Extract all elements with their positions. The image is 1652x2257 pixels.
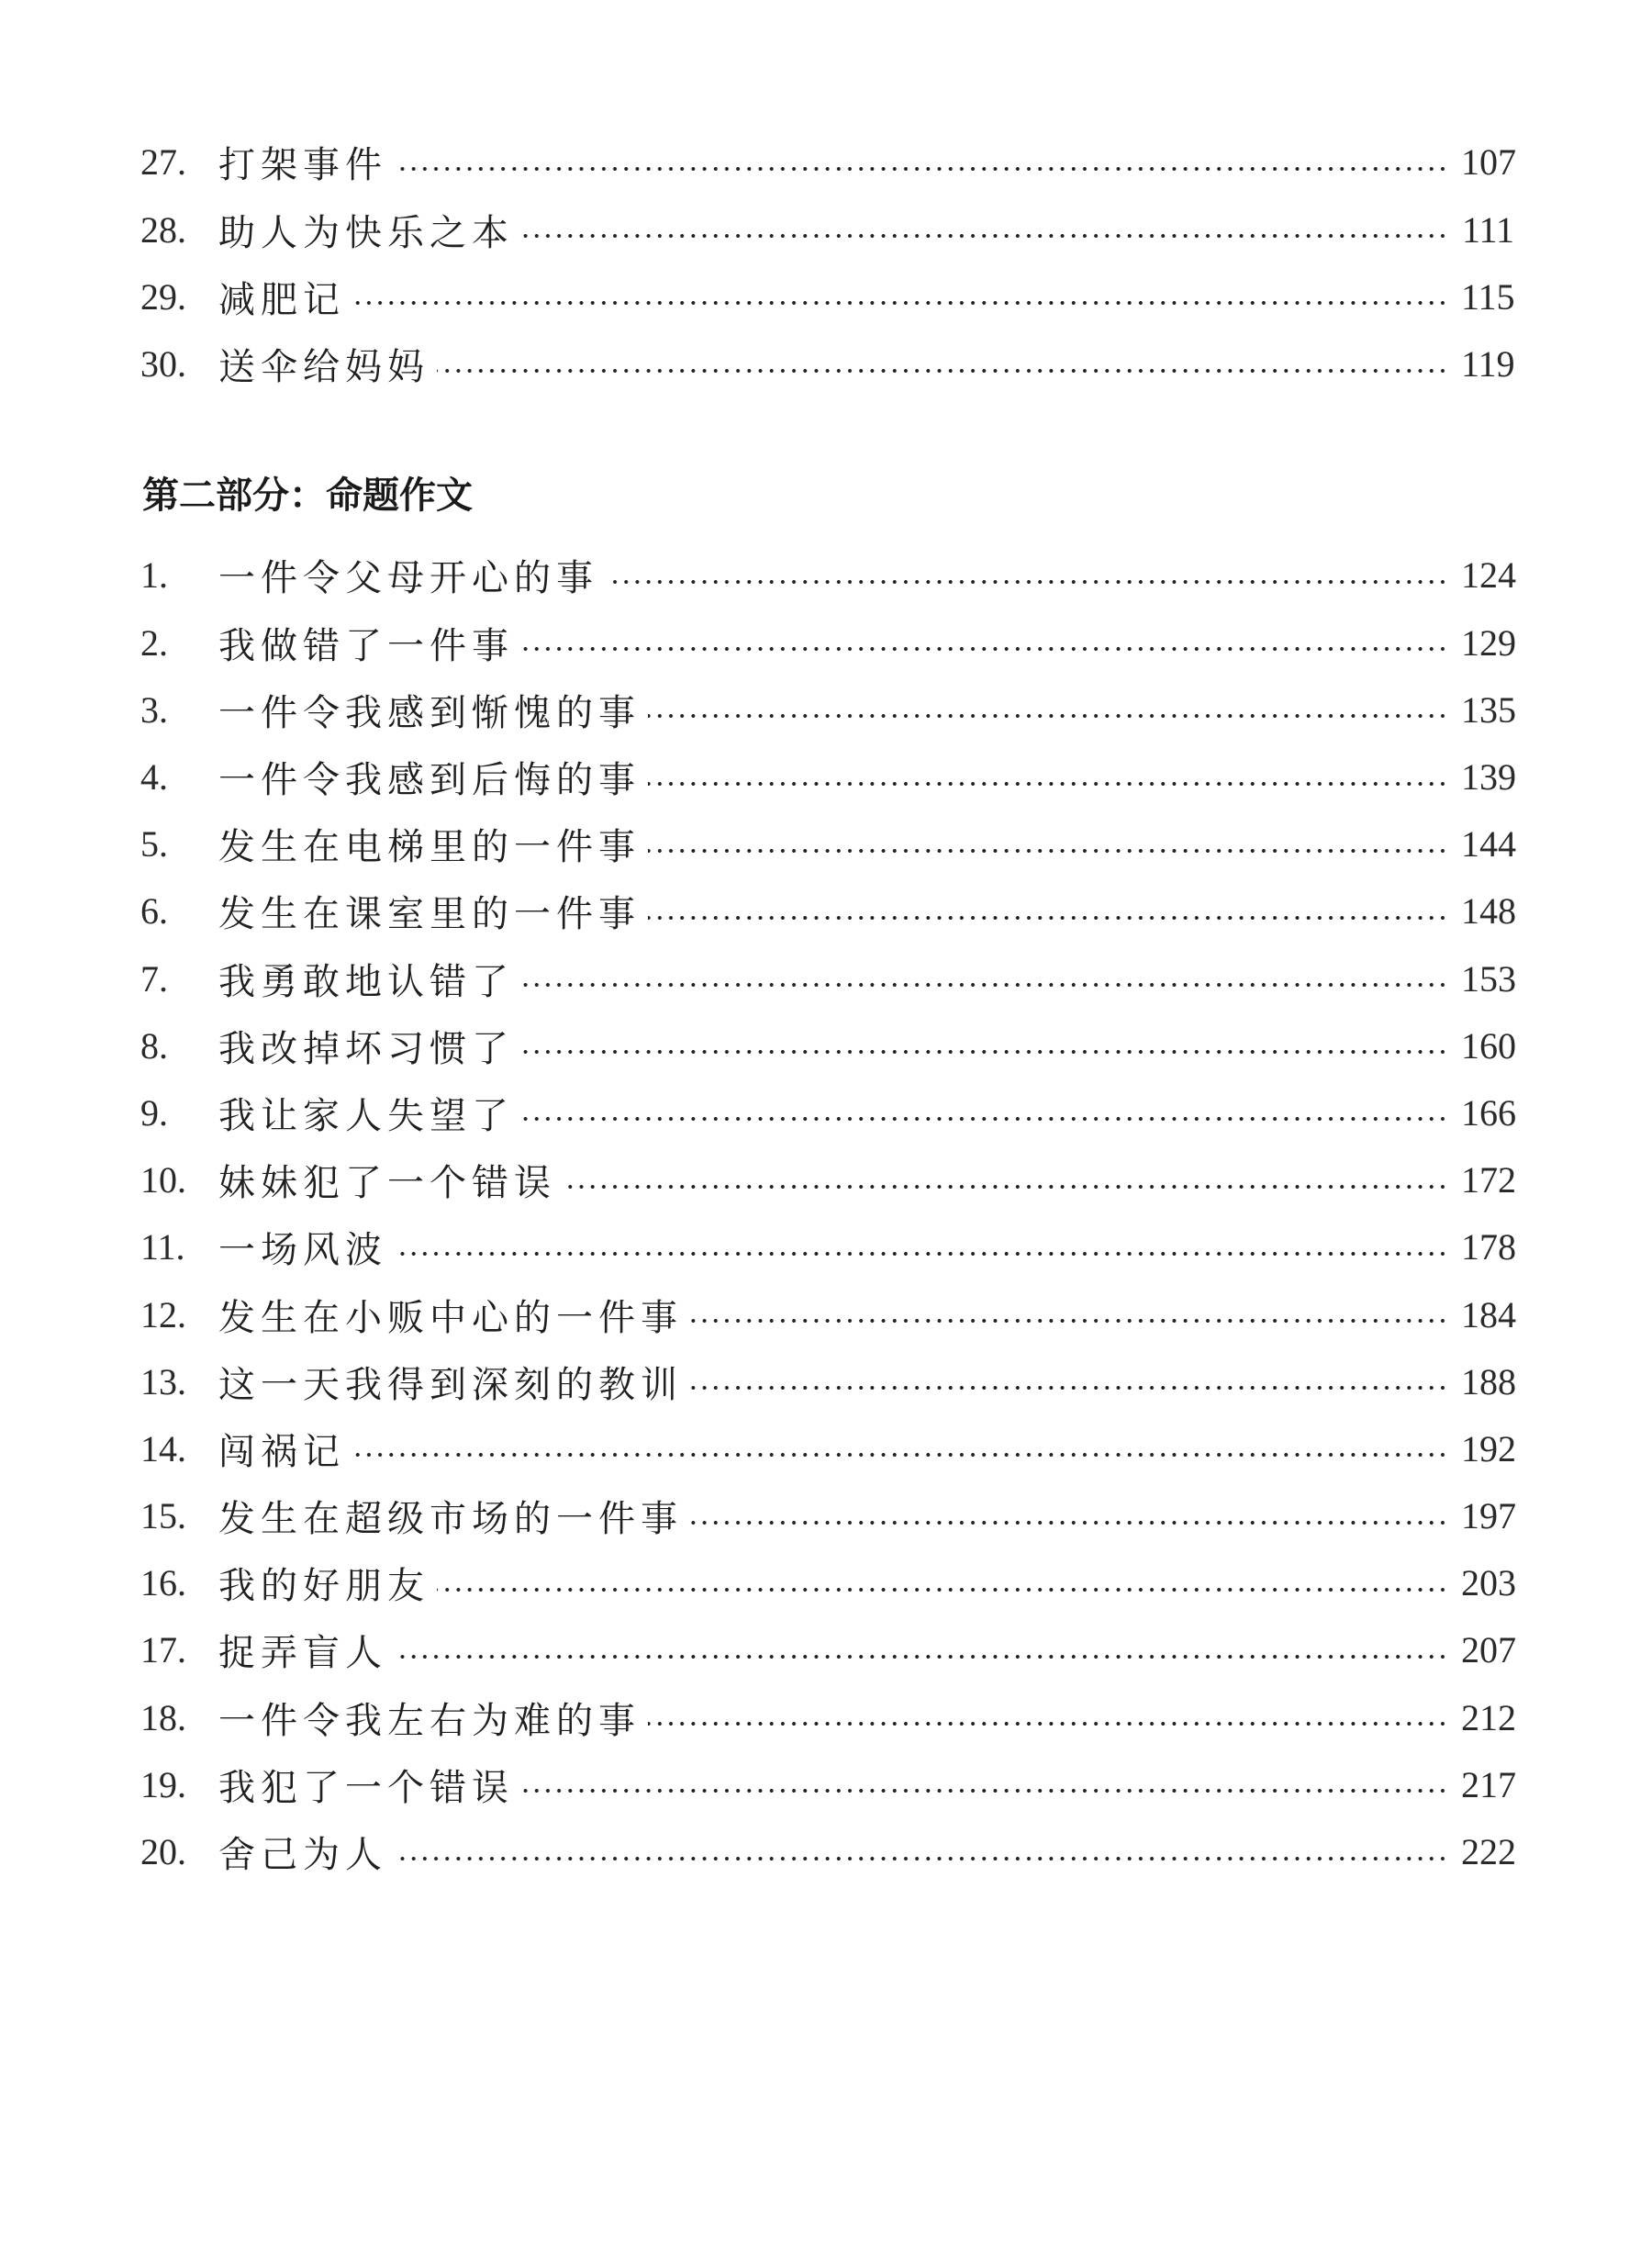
toc-entry[interactable] — [140, 542, 1514, 609]
entry-page-number: 217 — [1461, 1763, 1516, 1805]
entry-page-number: 111 — [1461, 208, 1514, 251]
entry-title: 闯祸记 — [218, 1430, 345, 1473]
entry-number: 15. — [140, 1495, 186, 1537]
entry-number: 16. — [140, 1562, 186, 1604]
dot-leader — [395, 1856, 1448, 1861]
entry-title: 助人为快乐之本 — [218, 211, 514, 254]
toc-entry[interactable] — [140, 945, 1514, 1012]
entry-title: 这一天我得到深刻的教训 — [218, 1363, 683, 1406]
entry-title: 一件令我感到惭愧的事 — [218, 691, 641, 734]
entry-number: 10. — [140, 1159, 186, 1201]
toc-entry[interactable] — [140, 1616, 1514, 1683]
entry-title: 打架事件 — [218, 144, 387, 187]
entry-page-number: 139 — [1461, 756, 1516, 799]
entry-title: 发生在小贩中心的一件事 — [218, 1296, 683, 1339]
toc-part2-list — [140, 542, 1514, 1885]
toc-entry[interactable] — [140, 1549, 1514, 1616]
dot-leader — [690, 1520, 1448, 1525]
entry-page-number: 129 — [1461, 621, 1516, 664]
entry-title: 一件令我左右为难的事 — [218, 1699, 641, 1742]
entry-number: 28. — [140, 208, 186, 251]
entry-number: 12. — [140, 1293, 186, 1335]
entry-title: 我让家人失望了 — [218, 1094, 514, 1137]
entry-page-number: 203 — [1461, 1562, 1516, 1604]
entry-title: 我改掉坏习惯了 — [218, 1027, 514, 1070]
entry-title: 送伞给妈妈 — [218, 346, 430, 389]
entry-number: 17. — [140, 1629, 186, 1671]
entry-page-number: 178 — [1461, 1226, 1516, 1268]
entry-number: 13. — [140, 1360, 186, 1402]
toc-entry[interactable] — [140, 1213, 1514, 1280]
toc-part1-list — [140, 128, 1514, 397]
dot-leader — [521, 1116, 1448, 1122]
toc-entry[interactable] — [140, 743, 1514, 810]
entry-title: 我的好朋友 — [218, 1565, 430, 1608]
toc-entry[interactable] — [140, 1751, 1514, 1818]
entry-page-number: 107 — [1461, 141, 1516, 184]
dot-leader — [521, 1788, 1448, 1793]
dot-leader — [437, 1587, 1448, 1592]
toc-entry[interactable] — [140, 1818, 1514, 1885]
dot-leader — [564, 1184, 1448, 1190]
toc-entry[interactable] — [140, 263, 1514, 330]
entry-title: 发生在课室里的一件事 — [218, 893, 641, 936]
entry-number: 6. — [140, 890, 168, 933]
dot-leader — [521, 982, 1448, 988]
entry-number: 27. — [140, 141, 186, 184]
entry-number: 2. — [140, 621, 168, 664]
entry-number: 7. — [140, 957, 168, 1000]
entry-number: 18. — [140, 1696, 186, 1738]
toc-entry[interactable] — [140, 1415, 1514, 1482]
entry-number: 29. — [140, 275, 186, 318]
entry-page-number: 135 — [1461, 688, 1516, 731]
toc-entry[interactable] — [140, 1079, 1514, 1146]
entry-title: 一件令我感到后悔的事 — [218, 759, 641, 802]
entry-title: 妹妹犯了一个错误 — [218, 1162, 556, 1205]
dot-leader — [648, 713, 1448, 719]
entry-page-number: 207 — [1461, 1629, 1516, 1671]
entry-page-number: 212 — [1461, 1696, 1516, 1738]
entry-number: 5. — [140, 823, 168, 866]
dot-leader — [648, 848, 1448, 854]
entry-title: 舍己为人 — [218, 1834, 387, 1877]
toc-entry[interactable] — [140, 877, 1514, 944]
entry-number: 1. — [140, 554, 168, 597]
entry-page-number: 148 — [1461, 890, 1516, 933]
toc-entry[interactable] — [140, 676, 1514, 743]
entry-number: 14. — [140, 1427, 186, 1469]
entry-title: 我做错了一件事 — [218, 624, 514, 667]
toc-entry[interactable] — [140, 1348, 1514, 1415]
entry-page-number: 197 — [1461, 1495, 1516, 1537]
entry-number: 30. — [140, 343, 186, 385]
entry-page-number: 192 — [1461, 1427, 1516, 1469]
entry-page-number: 119 — [1461, 343, 1515, 385]
toc-entry[interactable] — [140, 1012, 1514, 1079]
dot-leader — [521, 1049, 1448, 1055]
toc-entry[interactable] — [140, 609, 1514, 676]
entry-page-number: 184 — [1461, 1293, 1516, 1335]
entry-page-number: 172 — [1461, 1159, 1516, 1201]
entry-page-number: 153 — [1461, 957, 1516, 1000]
toc-entry[interactable] — [140, 330, 1514, 397]
entry-number: 8. — [140, 1024, 168, 1067]
section-heading: 第二部分：命题作文 — [142, 475, 473, 517]
entry-number: 19. — [140, 1763, 186, 1805]
toc-entry[interactable] — [140, 196, 1514, 263]
dot-leader — [352, 1452, 1448, 1458]
entry-title: 发生在电梯里的一件事 — [218, 826, 641, 869]
toc-entry[interactable] — [140, 1482, 1514, 1549]
dot-leader — [395, 166, 1448, 172]
entry-title: 发生在超级市场的一件事 — [218, 1498, 683, 1541]
dot-leader — [437, 368, 1448, 374]
toc-entry[interactable] — [140, 810, 1514, 877]
entry-page-number: 144 — [1461, 823, 1516, 866]
entry-title: 一场风波 — [218, 1229, 387, 1272]
entry-number: 4. — [140, 756, 168, 799]
toc-entry[interactable] — [140, 1684, 1514, 1751]
entry-title: 我勇敢地认错了 — [218, 960, 514, 1003]
entry-number: 3. — [140, 688, 168, 731]
entry-page-number: 115 — [1461, 275, 1515, 318]
dot-leader — [606, 579, 1448, 585]
entry-title: 我犯了一个错误 — [218, 1766, 514, 1809]
dot-leader — [395, 1654, 1448, 1659]
entry-title: 一件令父母开心的事 — [218, 557, 598, 600]
entry-number: 11. — [140, 1226, 185, 1268]
dot-leader — [690, 1318, 1448, 1324]
entry-page-number: 222 — [1461, 1831, 1516, 1873]
entry-page-number: 188 — [1461, 1360, 1516, 1402]
dot-leader — [521, 233, 1448, 239]
dot-leader — [352, 300, 1448, 306]
dot-leader — [395, 1251, 1448, 1257]
dot-leader — [648, 1721, 1448, 1726]
entry-title: 捉弄盲人 — [218, 1632, 387, 1675]
entry-page-number: 160 — [1461, 1024, 1516, 1067]
dot-leader — [521, 646, 1448, 652]
entry-page-number: 166 — [1461, 1091, 1516, 1134]
dot-leader — [690, 1385, 1448, 1391]
entry-number: 9. — [140, 1091, 168, 1134]
entry-number: 20. — [140, 1831, 186, 1873]
toc-entry[interactable] — [140, 1280, 1514, 1347]
entry-page-number: 124 — [1461, 554, 1516, 597]
entry-title: 减肥记 — [218, 278, 345, 321]
dot-leader — [648, 781, 1448, 787]
dot-leader — [648, 915, 1448, 921]
toc-entry[interactable] — [140, 128, 1514, 196]
toc-entry[interactable] — [140, 1146, 1514, 1213]
